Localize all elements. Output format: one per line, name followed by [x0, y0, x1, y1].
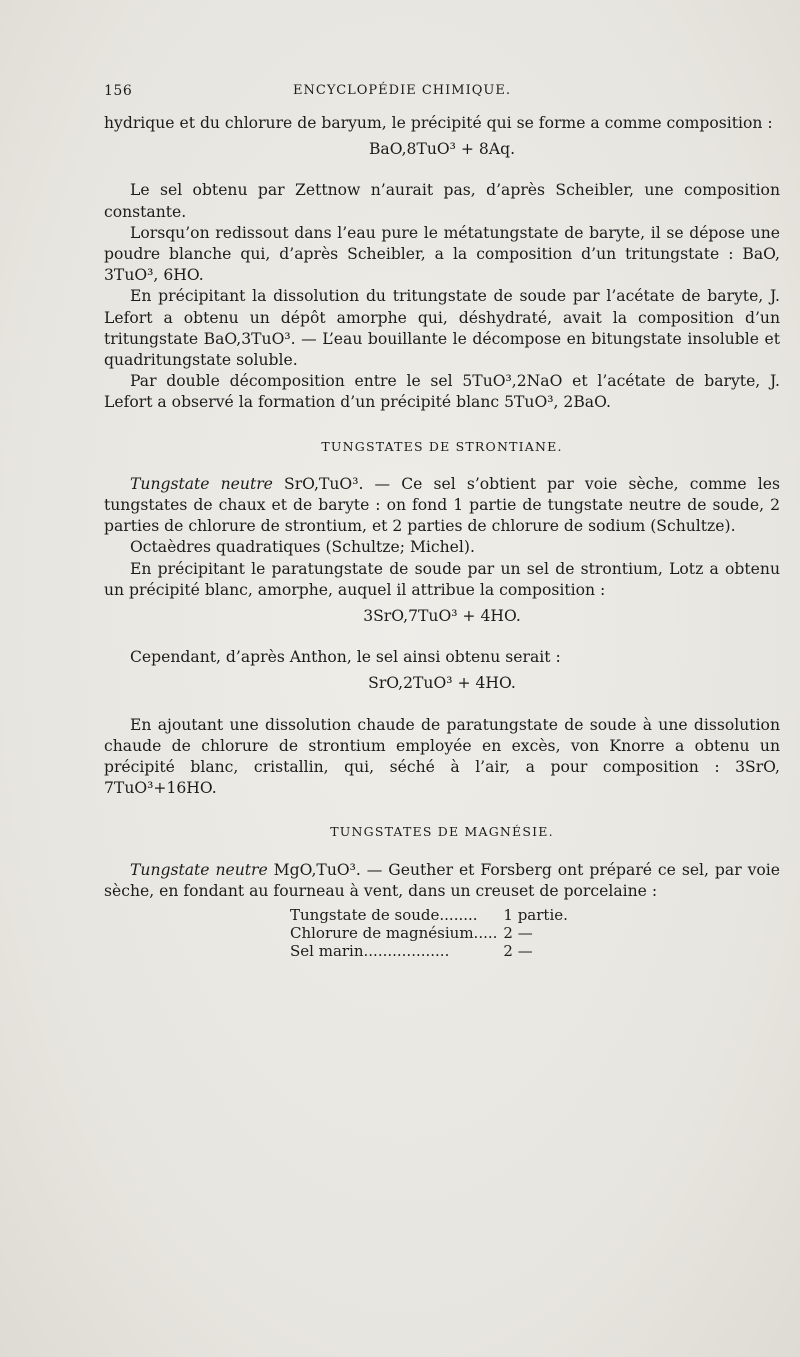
paragraph: En ajoutant une dissolution chaude de paratungstate de soude à une dissolution chaude de chlorure de strontium employée en excès, von Knorre a obtenu un précipité blanc, cristallin, qui, séché à l’air, a pour composition : 3SrO, 7TuO³+16HO.: [104, 715, 780, 798]
paragraph: Octaèdres quadratiques (Schultze; Michel).: [130, 538, 475, 557]
formula: BaO,8TuO³ + 8Aq.: [368, 140, 516, 159]
body-text: [104, 113, 780, 960]
paragraph: hydrique et du chlorure de baryum, le précipité qui se forme a comme composition :: [104, 114, 773, 132]
section-heading: TUNGSTATES DE MAGNÉSIE.: [330, 824, 554, 840]
paragraph: [104, 474, 780, 538]
formula: 3SrO,7TuO³ + 4HO.: [363, 607, 521, 626]
paragraph-title: Tungstate neutre: [130, 474, 273, 493]
recipe-row: [290, 942, 593, 960]
recipe-quantity: 2 —: [503, 924, 533, 943]
recipe-row: [290, 924, 593, 942]
paragraph-title: Tungstate neutre: [130, 860, 268, 879]
section-heading: TUNGSTATES DE STRONTIANE.: [321, 438, 563, 454]
recipe-quantity: 1 partie.: [503, 906, 568, 925]
recipe-table: [290, 906, 593, 960]
page-number: 156: [104, 83, 133, 99]
paragraph-text: SrO,TuO³. — Ce sel s’obtient par voie sèche, comme les tungstates de chaux et de baryte : on fond 1 partie de tungstate neutre de soude, 2 parties de chlorure de strontium, et 2 parties de chlorure de sodium (Schultze).: [104, 474, 780, 536]
paragraph: Lorsqu’on redissout dans l’eau pure le métatungstate de baryte, il se dépose une poudre blanche qui, d’après Scheibler, a la composition d’un tritungstate : BaO, 3TuO³, 6HO.: [104, 223, 780, 285]
paragraph: Par double décomposition entre le sel 5TuO³,2NaO et l’acétate de baryte, J. Lefort a observé la formation d’un précipité blanc 5TuO³, 2BaO.: [104, 372, 780, 412]
paragraph: En précipitant la dissolution du tritungstate de soude par l’acétate de baryte, J. Lefort a obtenu un dépôt amorphe qui, déshydraté, avait la composition d’un tritungstate BaO,3TuO³. — L’eau bouillante le décompose en bitungstate insoluble et quadritungstate soluble.: [104, 287, 780, 370]
paragraph: Le sel obtenu par Zettnow n’aurait pas, d’après Scheibler, une composition constante.: [104, 181, 780, 221]
recipe-item: Chlorure de magnésium.....: [290, 924, 498, 943]
paragraph: [104, 860, 780, 902]
paragraph: Cependant, d’après Anthon, le sel ainsi obtenu serait :: [130, 648, 561, 667]
paragraph: En précipitant le paratungstate de soude par un sel de strontium, Lotz a obtenu un précipité blanc, amorphe, auquel il attribue la composition :: [104, 559, 780, 599]
running-title: ENCYCLOPÉDIE CHIMIQUE.: [293, 83, 511, 98]
paragraph-text: MgO,TuO³. — Geuther et Forsberg ont préparé ce sel, par voie sèche, en fondant au fourneau à vent, dans un creuset de porcelaine :: [104, 860, 780, 900]
recipe-row: [290, 906, 593, 924]
recipe-item: Sel marin..................: [290, 942, 450, 961]
formula: SrO,2TuO³ + 4HO.: [368, 674, 516, 693]
recipe-quantity: 2 —: [503, 942, 533, 961]
recipe-item: Tungstate de soude........: [290, 906, 478, 925]
